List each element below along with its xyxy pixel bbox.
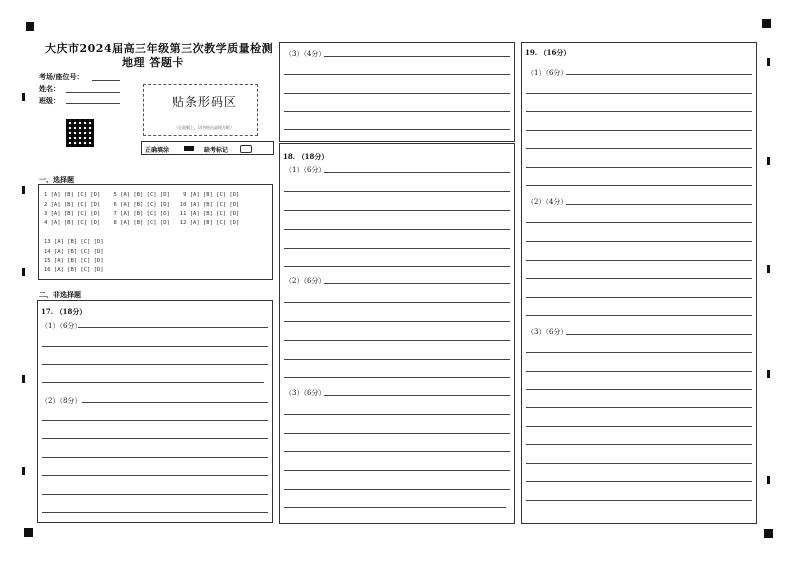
side-mark [767,265,770,273]
answer-line[interactable] [284,248,510,249]
answer-line[interactable] [526,315,752,316]
q18-part2-label: （2）（6分） [285,277,326,285]
answer-line[interactable] [42,420,268,421]
answer-line[interactable] [526,185,752,186]
answer-line[interactable] [284,111,510,112]
answer-line[interactable] [526,371,752,372]
answer-line[interactable] [42,512,268,513]
answer-line[interactable] [284,129,510,130]
barcode-area-note: （正面朝上，切勿贴出虚线方框） [174,125,234,130]
mc-row[interactable]: 3 [A] [B] [C] [D] 7 [A] [B] [C] [D] 11 [A] [B] [C] [D] [44,211,240,217]
answer-line[interactable] [284,321,510,322]
exam-seat-field[interactable] [92,80,120,81]
answer-line[interactable] [284,302,510,303]
answer-line[interactable] [526,278,752,279]
answer-line[interactable] [78,327,268,328]
answer-line[interactable] [526,148,752,149]
answer-line[interactable] [526,481,752,482]
answer-line[interactable] [42,494,268,495]
barcode-area [143,84,258,136]
exam-seat-label: 考场/座位号： [39,72,84,81]
name-field[interactable] [66,92,120,93]
answer-line[interactable] [82,402,268,403]
name-label: 姓名： [39,84,60,93]
barcode-area-label: 贴条形码区 [172,95,238,109]
correct-fill-label: 正确填涂 [145,147,170,154]
answer-line[interactable] [526,407,752,408]
answer-line[interactable] [284,93,510,94]
side-mark [767,476,770,484]
answer-line[interactable] [42,364,268,365]
answer-line[interactable] [284,229,510,230]
exam-title: 大庆市2024届高三年级第三次教学质量检测 [45,42,274,55]
answer-line[interactable] [42,346,268,347]
class-field[interactable] [66,103,120,104]
side-mark [22,268,25,276]
fill-legend [141,141,274,155]
correct-fill-sample [184,146,194,151]
answer-line[interactable] [284,414,510,415]
answer-card-title: 地理 答题卡 [122,56,184,69]
q18-part3-label: （3）（6分） [285,389,326,397]
q18-part3-top-box [279,42,515,142]
mc-row[interactable]: 16 [A] [B] [C] [D] [44,267,104,273]
side-mark [22,186,25,194]
answer-line[interactable] [324,395,510,396]
absent-mark-label: 缺考标记 [204,147,229,154]
q17-answer-box [37,300,273,523]
multiple-choice-box [38,184,273,280]
answer-line[interactable] [284,74,510,75]
position-mark-top-left [26,22,34,31]
absent-mark-checkbox[interactable] [240,145,252,153]
section1-heading: 一、选择题 [39,175,74,184]
answer-line[interactable] [284,489,510,490]
answer-line[interactable] [324,172,510,173]
answer-line[interactable] [324,283,510,284]
mc-row[interactable]: 14 [A] [B] [C] [D] [44,249,104,255]
answer-line[interactable] [526,426,752,427]
answer-line[interactable] [526,241,752,242]
answer-line[interactable] [526,93,752,94]
side-mark [22,467,25,475]
answer-line[interactable] [284,451,510,452]
answer-line[interactable] [284,470,510,471]
class-label: 班级： [39,96,60,105]
side-mark [22,93,25,101]
answer-line[interactable] [324,56,510,57]
position-mark-bottom-right [764,529,773,538]
q18-answer-box [279,143,515,524]
answer-line[interactable] [526,167,752,168]
answer-line[interactable] [526,222,752,223]
q-top-part3-label: （3）（4分） [285,50,326,58]
answer-line[interactable] [526,389,752,390]
answer-line[interactable] [284,507,506,508]
side-mark [767,157,770,165]
position-mark-top-right [762,19,771,28]
mc-row[interactable]: 1 [A] [B] [C] [D] 5 [A] [B] [C] [D] 9 [A] [B] [C] [D] [44,192,240,198]
answer-line[interactable] [526,463,752,464]
answer-line[interactable] [566,74,752,75]
mc-row[interactable]: 13 [A] [B] [C] [D] [44,239,104,245]
q17-part2-label: （2）（8分） [41,397,82,405]
q18-part1-label: （1）（6分） [285,166,326,174]
q18-title: 18. （18分） [283,152,329,161]
answer-line[interactable] [284,359,510,360]
answer-line[interactable] [284,433,510,434]
answer-line[interactable] [42,382,264,383]
answer-line[interactable] [284,210,510,211]
q19-answer-box [521,42,757,524]
answer-line[interactable] [526,444,752,445]
q19-part1-label: （1）（6分） [527,69,568,77]
answer-line[interactable] [526,130,752,131]
answer-line[interactable] [526,260,752,261]
answer-line[interactable] [284,266,510,267]
q17-part1-label: （1）（6分） [41,322,82,330]
answer-line[interactable] [566,204,752,205]
q19-part2-label: （2）（4分） [527,198,568,206]
position-mark-bottom-left [24,528,33,537]
mc-row[interactable]: 2 [A] [B] [C] [D] 6 [A] [B] [C] [D] 10 [A] [B] [C] [D] [44,202,240,208]
answer-line[interactable] [526,500,752,501]
answer-line[interactable] [284,340,510,341]
side-mark [767,370,770,378]
answer-line[interactable] [42,438,268,439]
q17-title: 17. （18分） [41,307,87,316]
answer-line[interactable] [42,475,268,476]
answer-line[interactable] [526,297,752,298]
side-mark [22,375,25,383]
answer-line[interactable] [284,377,510,378]
qr-code [66,119,94,147]
section2-heading: 二、非选择题 [39,290,81,299]
answer-line[interactable] [284,191,510,192]
answer-line[interactable] [566,334,752,335]
q19-part3-label: （3）（6分） [527,328,568,336]
answer-line[interactable] [42,457,268,458]
answer-line[interactable] [526,111,752,112]
q19-title: 19. （16分） [525,48,571,57]
mc-row[interactable]: 4 [A] [B] [C] [D] 8 [A] [B] [C] [D] 12 [A] [B] [C] [D] [44,220,240,226]
mc-row[interactable]: 15 [A] [B] [C] [D] [44,258,104,264]
side-mark [767,58,770,66]
answer-line[interactable] [526,352,752,353]
